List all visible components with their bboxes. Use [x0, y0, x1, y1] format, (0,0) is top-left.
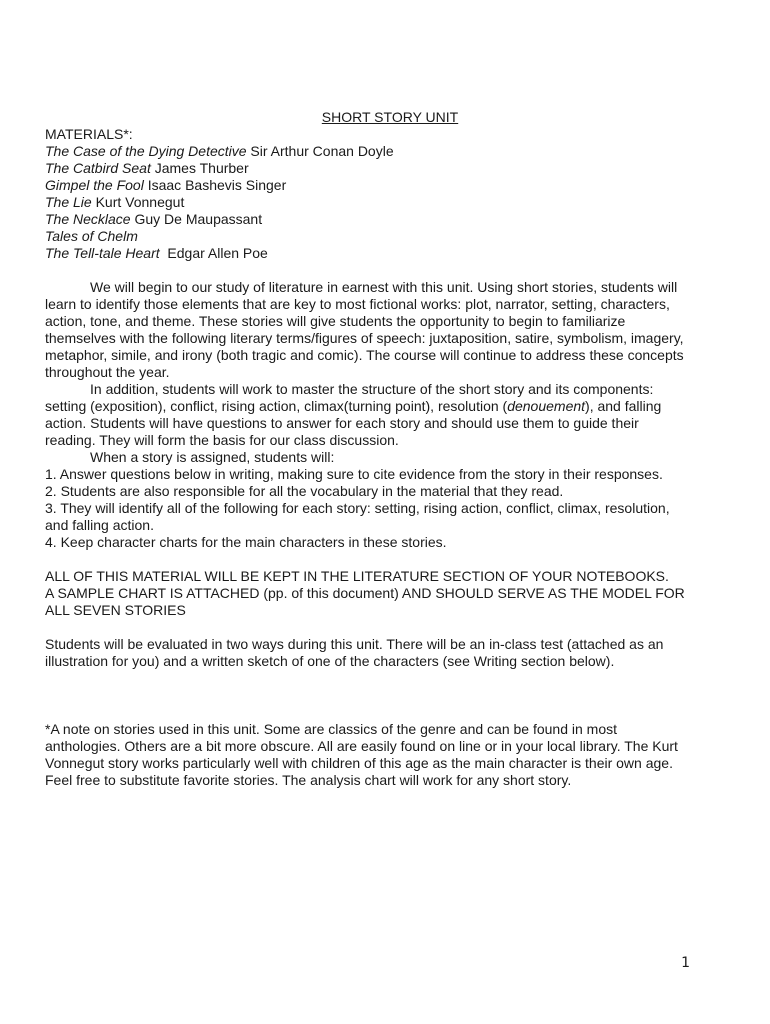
term-denouement: denouement: [507, 398, 586, 414]
list-item: 4. Keep character charts for the main characters in these stories.: [45, 534, 447, 550]
list-item: 3. They will identify all of the following for each story: setting, rising action, conflict, climax, resolution, and falling action.: [45, 500, 670, 533]
structure-paragraph: [45, 381, 685, 449]
task-list: [45, 466, 685, 551]
story-title: The Necklace: [45, 211, 131, 227]
notebook-notice: ALL OF THIS MATERIAL WILL BE KEPT IN THE LITERATURE SECTION OF YOUR NOTEBOOKS.: [45, 568, 669, 584]
story-title: The Catbird Seat: [45, 160, 151, 176]
story-author: Isaac Bashevis Singer: [143, 177, 287, 193]
story-author: Sir Arthur Conan Doyle: [246, 143, 394, 159]
list-item: [45, 228, 685, 245]
list-item: [45, 177, 685, 194]
story-author: Guy De Maupassant: [130, 211, 263, 227]
list-item: 1. Answer questions below in writing, making sure to cite evidence from the story in their responses.: [45, 466, 663, 482]
sample-chart-notice: A SAMPLE CHART IS ATTACHED (pp. of this document) AND SHOULD SERVE AS THE MODEL FOR ALL SEVEN STORIES: [45, 585, 685, 618]
story-title: The Lie: [45, 194, 92, 210]
list-item: [45, 194, 685, 211]
story-title: The Case of the Dying Detective: [45, 143, 247, 159]
list-item: [45, 245, 685, 262]
paragraph-text: In addition, students will work to master the structure of the short story and its components: setting (exposition), conflict, rising action, climax(turning point), resolution (: [45, 381, 654, 414]
spacer: [45, 262, 685, 279]
story-title: Tales of Chelm: [45, 228, 138, 244]
materials-list: [45, 143, 685, 262]
spacer: [45, 551, 685, 568]
story-author: Kurt Vonnegut: [91, 194, 185, 210]
list-item: [45, 160, 685, 177]
evaluation-paragraph: Students will be evaluated in two ways during this unit. There will be an in-class test (attached as an illustration for you) and a written sketch of one of the characters (see Writing section below).: [45, 636, 664, 669]
list-item: [45, 143, 685, 160]
spacer: [45, 670, 685, 721]
list-item: 2. Students are also responsible for all the vocabulary in the material that they read.: [45, 483, 564, 499]
story-author: James Thurber: [150, 160, 249, 176]
list-item: [45, 211, 685, 228]
document-body: [45, 109, 685, 789]
materials-heading: MATERIALS*:: [45, 126, 133, 142]
story-title: The Tell-tale Heart: [45, 245, 160, 261]
page-title: SHORT STORY UNIT: [321, 109, 459, 125]
page-number: 1: [681, 955, 690, 971]
assignment-intro: When a story is assigned, students will:: [90, 449, 335, 465]
story-title: Gimpel the Fool: [45, 177, 144, 193]
footnote: *A note on stories used in this unit. Some are classics of the genre and can be found in most anthologies. Others are a bit more obscure. All are easily found on line or in your local library. The Kurt Vonnegut story works particularly well with children of this age as the main character is their own age. Feel free to substitute favorite stories. The analysis chart will work for any short story.: [45, 721, 678, 788]
intro-paragraph: We will begin to our study of literature in earnest with this unit. Using short stories, students will learn to identify those elements that are key to most fictional works: plot, narrator, setting, characters, action, tone, and theme. These stories will give students the opportunity to begin to familiarize themselves with the following literary terms/figures of speech: juxtaposition, satire, symbolism, imagery, metaphor, simile, and irony (both tragic and comic). The course will continue to address these concepts throughout the year.: [45, 279, 684, 380]
spacer: [45, 619, 685, 636]
story-author: Edgar Allen Poe: [159, 245, 268, 261]
paragraph-text: ), and falling action. Students will have questions to answer for each story and should use them to guide their reading. They will form the basis for our class discussion.: [45, 398, 662, 448]
